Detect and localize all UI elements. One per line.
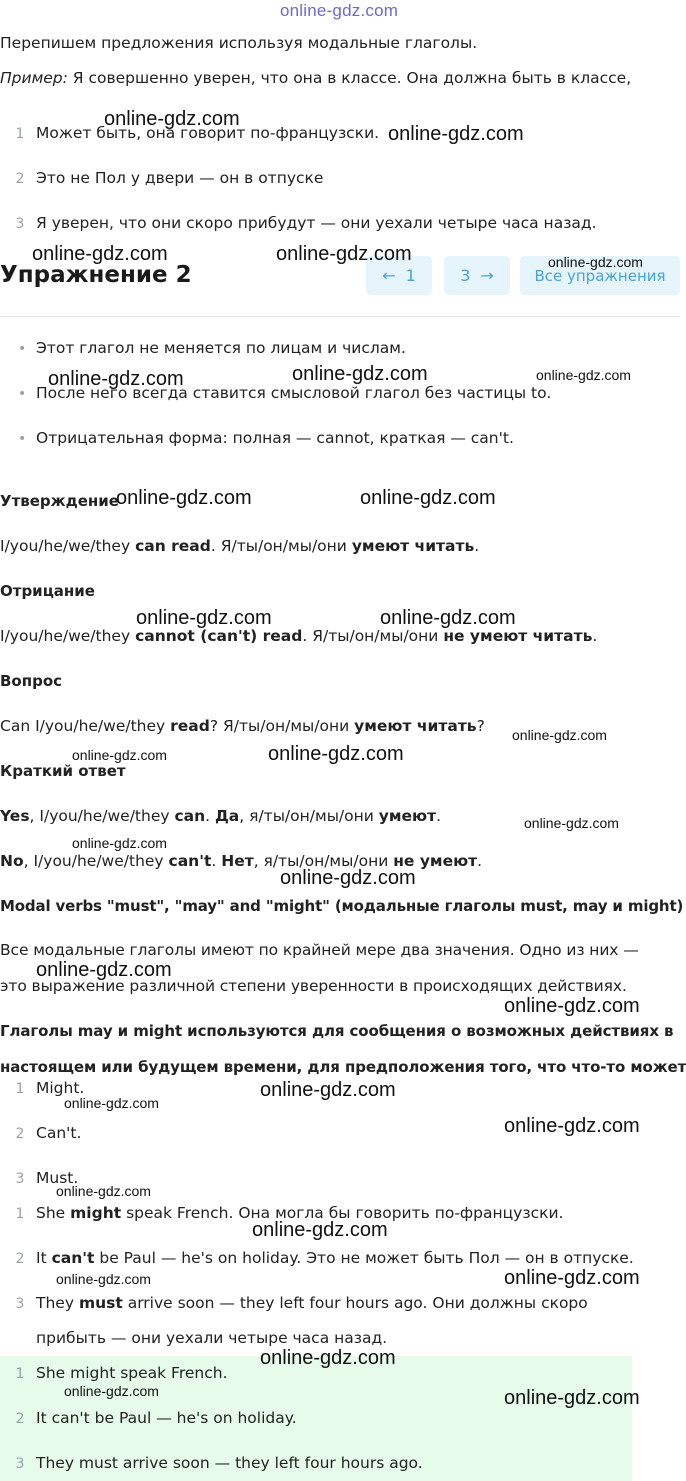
watermark: online-gdz.com [252, 1219, 388, 1241]
bullet-icon: • [18, 386, 27, 402]
text-part: . [436, 807, 442, 825]
text-bold: No [0, 852, 24, 870]
watermark: online-gdz.com [548, 254, 643, 270]
watermark: online-gdz.com [276, 243, 412, 265]
text-part: . Я/ты/он/мы/они [302, 627, 444, 645]
text-part: . [477, 852, 483, 870]
list-text: Это не Пол у двери — он в отпуске [36, 169, 324, 187]
list-text [36, 1249, 634, 1267]
exercise-title: Упражнение 2 [0, 262, 192, 288]
list-text: Я уверен, что они скоро прибудут — они уехали четыре часа назад. [36, 214, 597, 232]
watermark: online-gdz.com [260, 1347, 396, 1369]
text-part: Can I/you/he/we/they [0, 717, 171, 735]
modal-paragraph-line-1: Все модальные глаголы имеют по крайней мере два значения. Одно из них — [0, 941, 639, 959]
text-bold: can [174, 807, 206, 825]
site-watermark: online-gdz.com [280, 1, 399, 20]
modal-bold-line-2: настоящем или будущем времени, для предположения того, что что-то может [0, 1058, 686, 1076]
list-number: 2 [15, 171, 25, 187]
text-part: They [36, 1294, 79, 1312]
list-text: Может быть, она говорит по-французски. [36, 124, 380, 142]
text-bold: не умеют читать [443, 627, 593, 645]
text-part: ? Я/ты/он/мы/они [209, 717, 355, 735]
text-part: She [36, 1204, 71, 1222]
text-bold: might [70, 1204, 122, 1222]
divider [0, 316, 680, 317]
text-bold: умеют [378, 807, 437, 825]
text-part: , I/you/he/we/they [29, 807, 175, 825]
bullet-icon: • [18, 341, 27, 357]
text-part: , я/ты/он/мы/они [253, 852, 394, 870]
list-number: 2 [15, 1126, 25, 1142]
watermark: online-gdz.com [360, 487, 496, 509]
list-number: 2 [15, 1411, 25, 1427]
watermark: online-gdz.com [504, 995, 640, 1017]
list-number: 3 [15, 1171, 25, 1187]
list-number: 2 [15, 1251, 25, 1267]
text-part: speak French. Она могла бы говорить по-французски. [121, 1204, 564, 1222]
list-text: Might. [36, 1079, 85, 1097]
list-text: После него всегда ставится смысловой глагол без частицы to. [36, 384, 552, 402]
text-bold: не умеют [393, 852, 478, 870]
watermark: online-gdz.com [64, 1095, 159, 1111]
affirm-example [0, 537, 479, 555]
list-number: 1 [15, 1366, 25, 1382]
watermark: online-gdz.com [104, 108, 240, 130]
list-text: Отрицательная форма: полная — cannot, краткая — can't. [36, 429, 514, 447]
next-exercise-label: 3 [460, 266, 471, 285]
watermark: online-gdz.com [292, 363, 428, 385]
intro-text: Перепишем предложения используя модальные глаголы. [0, 34, 478, 52]
modal-heading: Modal verbs "must", "may" and "might" (модальные глаголы must, may и might) [0, 897, 684, 915]
watermark: online-gdz.com [524, 815, 619, 831]
watermark: online-gdz.com [504, 1267, 640, 1289]
list-text: She might speak French. [36, 1364, 228, 1382]
watermark: online-gdz.com [72, 747, 167, 763]
text-bold: can't [168, 852, 212, 870]
watermark: online-gdz.com [388, 123, 524, 145]
modal-paragraph-line-2: это выражение различной степени уверенности в происходящих действиях. [0, 977, 627, 995]
text-part: . [474, 537, 480, 555]
text-bold: Yes [0, 807, 30, 825]
text-part: ? [476, 717, 485, 735]
text-bold: can't [51, 1249, 95, 1267]
list-text: Can't. [36, 1124, 82, 1142]
question-heading: Вопрос [0, 672, 63, 690]
arrow-right-icon: → [480, 266, 494, 285]
text-bold: must [78, 1294, 123, 1312]
list-text: It can't be Paul — he's on holiday. [36, 1409, 297, 1427]
short-answer-yes [0, 807, 441, 825]
watermark: online-gdz.com [32, 243, 168, 265]
text-bold: read [170, 717, 210, 735]
modal-bold-line-2-clipped [0, 1058, 686, 1076]
list-number: 1 [15, 1081, 25, 1097]
watermark: online-gdz.com [72, 835, 167, 851]
list-number: 3 [15, 1296, 25, 1312]
list-number: 1 [15, 1206, 25, 1222]
watermark: online-gdz.com [268, 743, 404, 765]
watermark: online-gdz.com [504, 1115, 640, 1137]
example-label: Пример: [0, 69, 68, 87]
example-line [0, 69, 631, 87]
watermark: online-gdz.com [512, 727, 607, 743]
watermark: online-gdz.com [260, 1079, 396, 1101]
text-part: , I/you/he/we/they [23, 852, 169, 870]
watermark: online-gdz.com [136, 607, 272, 629]
arrow-left-icon: ← [382, 266, 396, 285]
list-text: They must arrive soon — they left four hours ago. [36, 1454, 423, 1472]
watermark: online-gdz.com [380, 607, 516, 629]
short-answer-heading: Краткий ответ [0, 762, 126, 780]
text-bold: Да [215, 807, 240, 825]
affirm-heading: Утверждение [0, 492, 119, 510]
text-part: I/you/he/we/they [0, 537, 136, 555]
text-bold: умеют читать [354, 717, 477, 735]
text-bold: can read [135, 537, 211, 555]
modal-bold-line-1: Глаголы may и might используются для сообщения о возможных действиях в [0, 1022, 674, 1040]
list-text: Must. [36, 1169, 79, 1187]
question-example [0, 717, 485, 735]
example-text: Я совершенно уверен, что она в классе. Она должна быть в классе, [67, 69, 632, 87]
list-number: 3 [15, 1456, 25, 1472]
text-bold: cannot (can't) read [135, 627, 303, 645]
watermark: online-gdz.com [48, 368, 184, 390]
negation-heading: Отрицание [0, 582, 95, 600]
watermark: online-gdz.com [56, 1271, 151, 1287]
text-part: . [205, 807, 215, 825]
watermark: online-gdz.com [280, 867, 416, 889]
watermark: online-gdz.com [36, 959, 172, 981]
prev-exercise-label: 1 [405, 266, 416, 285]
text-part: . Я/ты/он/мы/они [210, 537, 352, 555]
watermark: online-gdz.com [536, 367, 631, 383]
list-text [36, 1294, 588, 1312]
list-text: Этот глагол не меняется по лицам и числам. [36, 339, 406, 357]
text-part: arrive soon — they left four hours ago. Они должны скоро [122, 1294, 588, 1312]
watermark: online-gdz.com [116, 487, 252, 509]
list-text-continued: прибыть — они уехали четыре часа назад. [36, 1329, 388, 1347]
list-number: 1 [15, 126, 25, 142]
watermark: online-gdz.com [504, 1387, 640, 1409]
text-part: I/you/he/we/they [0, 627, 136, 645]
text-part: . [592, 627, 598, 645]
next-exercise-button[interactable] [444, 256, 510, 295]
text-part: . [211, 852, 222, 870]
watermark: online-gdz.com [64, 1383, 159, 1399]
text-part: It [36, 1249, 52, 1267]
text-bold: умеют читать [351, 537, 475, 555]
bullet-icon: • [18, 431, 27, 447]
list-number: 3 [15, 216, 25, 232]
text-part: , я/ты/он/мы/они [239, 807, 379, 825]
text-bold: Нет [221, 852, 254, 870]
text-part: be Paul — he's on holiday. Это не может быть Пол — он в отпуске. [94, 1249, 634, 1267]
all-exercises-label: Все упражнения [534, 266, 666, 285]
watermark: online-gdz.com [56, 1183, 151, 1199]
